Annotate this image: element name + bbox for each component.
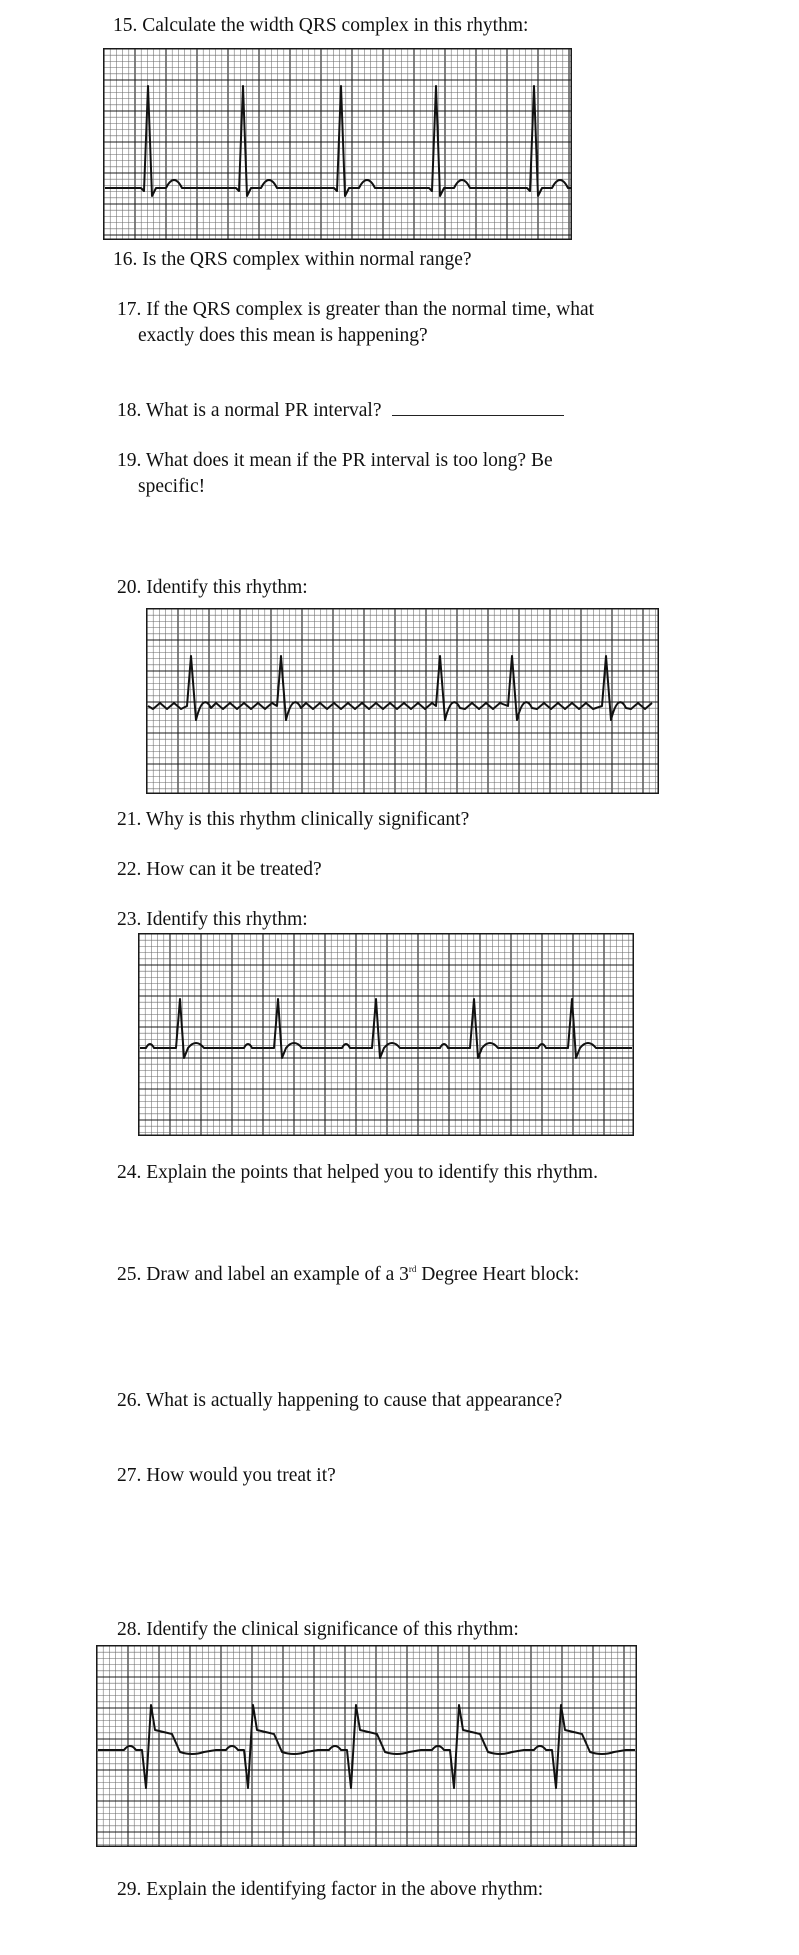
question-text: Explain the identifying factor in the above rhythm: bbox=[146, 1879, 544, 1900]
question-text: What is a normal PR interval? bbox=[145, 400, 382, 421]
question-text: Why is this rhythm clinically significant? bbox=[145, 809, 470, 830]
question-22 bbox=[117, 857, 322, 883]
question-text: Draw and label an example of a 3 bbox=[146, 1264, 409, 1285]
question-26 bbox=[117, 1388, 562, 1414]
ecg-trace bbox=[148, 656, 652, 720]
question-18 bbox=[117, 398, 564, 424]
ordinal-superscript: rd bbox=[408, 1264, 417, 1274]
question-number: 20. bbox=[117, 577, 142, 598]
question-number: 17. bbox=[117, 299, 142, 320]
question-number: 29. bbox=[117, 1879, 142, 1900]
question-text: What is actually happening to cause that appearance? bbox=[145, 1390, 563, 1411]
question-text: Is the QRS complex within normal range? bbox=[142, 249, 472, 270]
ecg-strip-q20 bbox=[146, 608, 659, 794]
question-15 bbox=[113, 13, 528, 39]
question-16 bbox=[113, 247, 472, 273]
question-number: 16. bbox=[113, 249, 138, 270]
ecg-grid bbox=[147, 609, 658, 793]
question-29 bbox=[117, 1877, 543, 1903]
ecg-strip-q28-graphic bbox=[96, 1645, 637, 1847]
question-text: Identify this rhythm: bbox=[146, 909, 308, 930]
question-21 bbox=[117, 807, 469, 833]
ecg-trace bbox=[140, 999, 632, 1058]
question-number: 26. bbox=[117, 1390, 142, 1411]
question-25 bbox=[117, 1262, 579, 1288]
answer-blank-line[interactable] bbox=[392, 399, 564, 416]
question-20 bbox=[117, 575, 308, 601]
question-text: Explain the points that helped you to identify this rhythm. bbox=[146, 1162, 598, 1183]
question-text-after: Degree Heart block: bbox=[416, 1264, 580, 1285]
question-text-continued: exactly does this mean is happening? bbox=[138, 325, 428, 346]
question-19 bbox=[117, 448, 553, 500]
question-text: Identify this rhythm: bbox=[146, 577, 308, 598]
question-number: 22. bbox=[117, 859, 142, 880]
question-number: 28. bbox=[117, 1619, 142, 1640]
question-number: 21. bbox=[117, 809, 142, 830]
question-number: 24. bbox=[117, 1162, 142, 1183]
question-24 bbox=[117, 1160, 598, 1186]
question-number: 25. bbox=[117, 1264, 142, 1285]
question-text: What does it mean if the PR interval is too long? Be bbox=[145, 450, 553, 471]
ecg-trace bbox=[105, 86, 572, 196]
question-17 bbox=[117, 297, 594, 349]
ecg-frame bbox=[139, 934, 634, 1136]
question-28 bbox=[117, 1617, 519, 1643]
question-text: If the QRS complex is greater than the normal time, what bbox=[146, 299, 595, 320]
question-text: How can it be treated? bbox=[146, 859, 322, 880]
ecg-grid bbox=[104, 49, 571, 239]
ecg-trace bbox=[98, 1705, 635, 1788]
question-text-continued: specific! bbox=[138, 476, 206, 497]
question-text: Calculate the width QRS complex in this rhythm: bbox=[142, 15, 529, 36]
question-text: How would you treat it? bbox=[146, 1465, 336, 1486]
ecg-strip-q15 bbox=[103, 48, 572, 240]
question-number: 18. bbox=[117, 400, 142, 421]
question-27 bbox=[117, 1463, 336, 1489]
question-text: Identify the clinical significance of this rhythm: bbox=[146, 1619, 519, 1640]
ecg-strip-q23-graphic bbox=[138, 933, 634, 1136]
question-number: 23. bbox=[117, 909, 142, 930]
question-23 bbox=[117, 907, 308, 933]
ecg-frame bbox=[104, 49, 572, 240]
ecg-strip-q23 bbox=[138, 933, 634, 1136]
question-number: 27. bbox=[117, 1465, 142, 1486]
ecg-strip-q28 bbox=[96, 1645, 637, 1847]
ecg-grid bbox=[139, 934, 633, 1135]
question-number: 15. bbox=[113, 15, 138, 36]
question-number: 19. bbox=[117, 450, 142, 471]
ecg-strip-q15-graphic bbox=[103, 48, 572, 240]
ecg-strip-q20-graphic bbox=[146, 608, 659, 794]
